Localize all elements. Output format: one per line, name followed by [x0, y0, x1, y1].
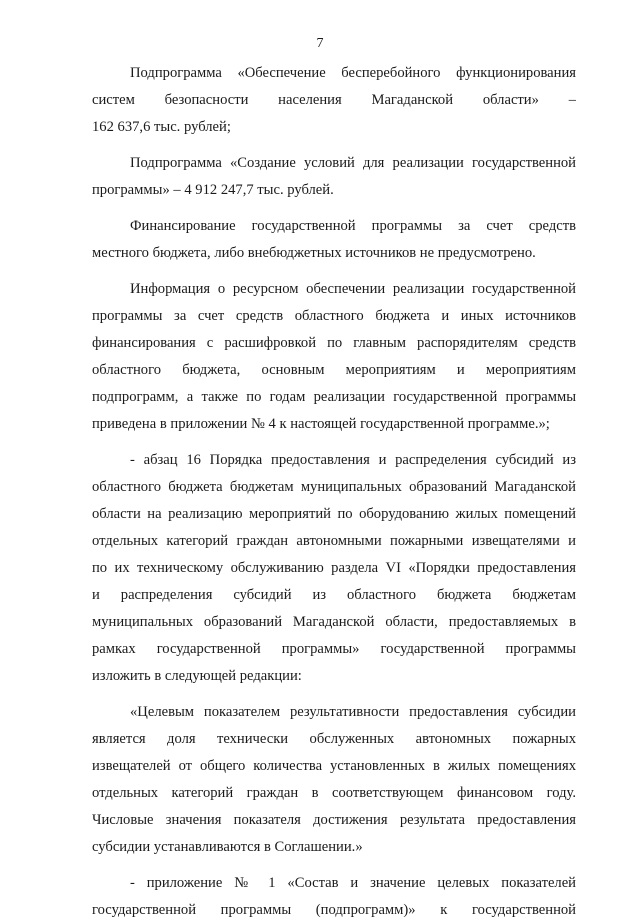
- text-line: - приложение № 1 «Состав и значение целевых показателей: [130, 875, 576, 891]
- text-line: Финансирование государственной программы за счет средств: [130, 218, 576, 234]
- text-line: муниципальных образований Магаданской области, предоставляемых в: [92, 614, 576, 630]
- text-line: подпрограмм, а также по годам реализации государственной программы: [92, 389, 576, 405]
- text-line: и распределения субсидий из областного бюджета бюджетам: [92, 587, 576, 603]
- paragraph: [92, 213, 576, 267]
- page-number: 7: [316, 36, 324, 51]
- text-line: Подпрограмма «Создание условий для реализации государственной: [130, 155, 576, 171]
- text-line: по их техническому обслуживанию раздела VI «Порядки предоставления: [92, 560, 576, 576]
- text-line: области на реализацию мероприятий по оборудованию жилых помещений: [92, 506, 576, 522]
- paragraph: [92, 699, 576, 861]
- text-line: изложить в следующей редакции:: [92, 668, 302, 684]
- text-line: систем безопасности населения Магаданской области» –: [92, 92, 576, 108]
- text-line: программы за счет средств областного бюджета и иных источников: [92, 308, 576, 324]
- text-line: «Целевым показателем результативности предоставления субсидии: [130, 704, 576, 720]
- text-line: областного бюджета, основным мероприятиям и мероприятиям: [92, 362, 576, 378]
- paragraph: [92, 60, 576, 141]
- document-body: [92, 60, 576, 924]
- text-line: рамках государственной программы» государственной программы: [92, 641, 576, 657]
- text-line: программы» – 4 912 247,7 тыс. рублей.: [92, 182, 334, 198]
- text-line: извещателей от общего количества установленных в жилых помещениях: [92, 758, 576, 774]
- text-line: областного бюджета бюджетам муниципальных образований Магаданской: [92, 479, 576, 495]
- text-line: отдельных категорий граждан в соответствующем финансовом году.: [92, 785, 576, 801]
- text-line: Числовые значения показателя достижения результата предоставления: [92, 812, 576, 828]
- text-line: Подпрограмма «Обеспечение бесперебойного функционирования: [130, 65, 576, 81]
- text-line: отдельных категорий граждан автономными пожарными извещателями и: [92, 533, 576, 549]
- text-line: местного бюджета, либо внебюджетных источников не предусмотрено.: [92, 245, 536, 261]
- text-line: - абзац 16 Порядка предоставления и распределения субсидий из: [130, 452, 576, 468]
- paragraph: [92, 447, 576, 690]
- text-line: приведена в приложении № 4 к настоящей государственной программе.»;: [92, 416, 550, 432]
- paragraph: [92, 150, 576, 204]
- text-line: финансирования с расшифровкой по главным распорядителям средств: [92, 335, 576, 351]
- text-line: субсидии устанавливаются в Соглашении.»: [92, 839, 363, 855]
- text-line: государственной программы (подпрограмм)» к государственной: [92, 902, 576, 918]
- text-line: Информация о ресурсном обеспечении реализации государственной: [130, 281, 576, 297]
- text-line: 162 637,6 тыс. рублей;: [92, 119, 231, 135]
- text-line: является доля технически обслуженных автономных пожарных: [92, 731, 576, 747]
- paragraph: [92, 870, 576, 924]
- paragraph: [92, 276, 576, 438]
